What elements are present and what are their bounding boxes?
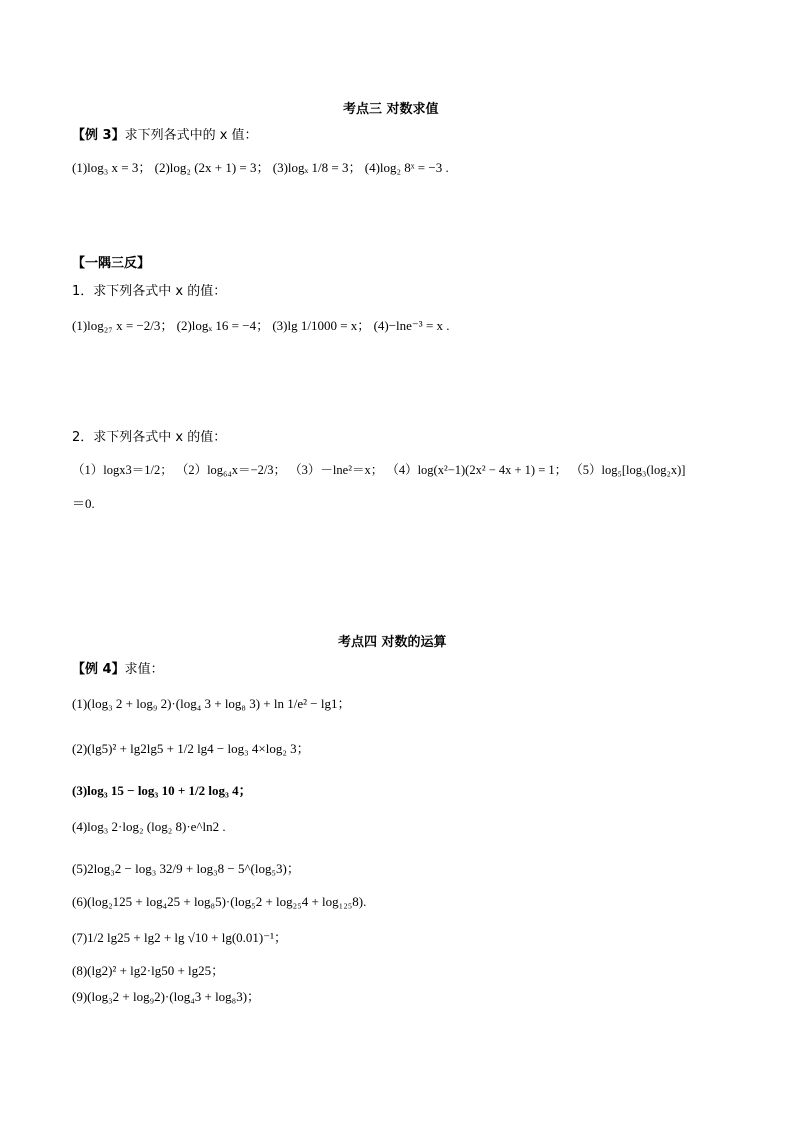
q2-p4: （4）log(x²−1)(2x² − 4x + 1) = 1； <box>386 463 568 477</box>
q2-p1: （1）logx3＝1/2； <box>72 463 173 477</box>
ex3-p1: (1)log₃ x = 3； <box>72 160 152 175</box>
example4-heading <box>72 658 164 677</box>
practice-q1-text: 1．求下列各式中 x 的值： <box>72 284 227 299</box>
section4-title: 考点四 对数的运算 <box>338 635 447 650</box>
q2-end: ＝0. <box>72 496 95 511</box>
example3-heading <box>72 124 258 143</box>
example4-item-3: (3)log₃ 15 − log₃ 10 + 1/2 log₃ 4； <box>72 783 252 798</box>
q2-p5: （5）log₅[log₃(log₂x)] <box>570 463 686 477</box>
example4-item-8: (8)(lg2)² + lg2·lg50 + lg25； <box>72 963 225 978</box>
practice-label: 【一隅三反】 <box>72 256 151 271</box>
section3-title: 考点三 对数求值 <box>343 102 439 117</box>
practice-q2-problems <box>72 460 685 478</box>
example3-text: 求下列各式中的 x 值： <box>124 128 258 143</box>
example4-item-1: (1)(log₃ 2 + log₉ 2)·(log₄ 3 + log₈ 3) + ln 1/e² − lg1； <box>72 696 351 711</box>
example4-text: 求值： <box>124 662 164 677</box>
example4-item-6: (6)(log₂125 + log₄25 + log₈5)·(log₅2 + log₂₅4 + log₁₂₅8). <box>72 894 367 909</box>
ex3-p3: (3)logₓ 1/8 = 3； <box>272 160 362 175</box>
q1-p3: (3)lg 1/1000 = x； <box>272 318 371 333</box>
practice-q1-problems <box>72 315 450 334</box>
example4-item-7: (7)1/2 lg25 + lg2 + lg √10 + lg(0.01)⁻¹； <box>72 930 288 945</box>
example3-problems <box>72 157 449 176</box>
ex3-p4: (4)log₂ 8ˣ = −3 . <box>364 160 449 175</box>
example3-label: 【例 3】 <box>72 128 125 143</box>
example4-item-4: (4)log₃ 2·log₂ (log₂ 8)·e^ln2 . <box>72 819 226 834</box>
example4-item-5: (5)2log₃2 − log₃ 32/9 + log₃8 − 5^(log₅3)； <box>72 861 300 876</box>
q1-p2: (2)logₓ 16 = −4； <box>176 318 270 333</box>
q2-p3: （3）－lne²＝x； <box>289 463 384 477</box>
q1-p4: (4)−lne⁻³ = x . <box>373 318 450 333</box>
example4-label: 【例 4】 <box>72 662 125 677</box>
q1-p1: (1)log₂₇ x = −2/3； <box>72 318 174 333</box>
example4-item-9: (9)(log₃2 + log₉2)·(log₄3 + log₈3)； <box>72 989 261 1004</box>
example4-item-2: (2)(lg5)² + lg2lg5 + 1/2 lg4 − log₃ 4×log₂ 3； <box>72 741 310 756</box>
practice-q2-text: 2．求下列各式中 x 的值： <box>72 430 227 445</box>
q2-p2: （2）log₆₄x＝−2/3； <box>175 463 287 477</box>
ex3-p2: (2)log₂ (2x + 1) = 3； <box>154 160 270 175</box>
